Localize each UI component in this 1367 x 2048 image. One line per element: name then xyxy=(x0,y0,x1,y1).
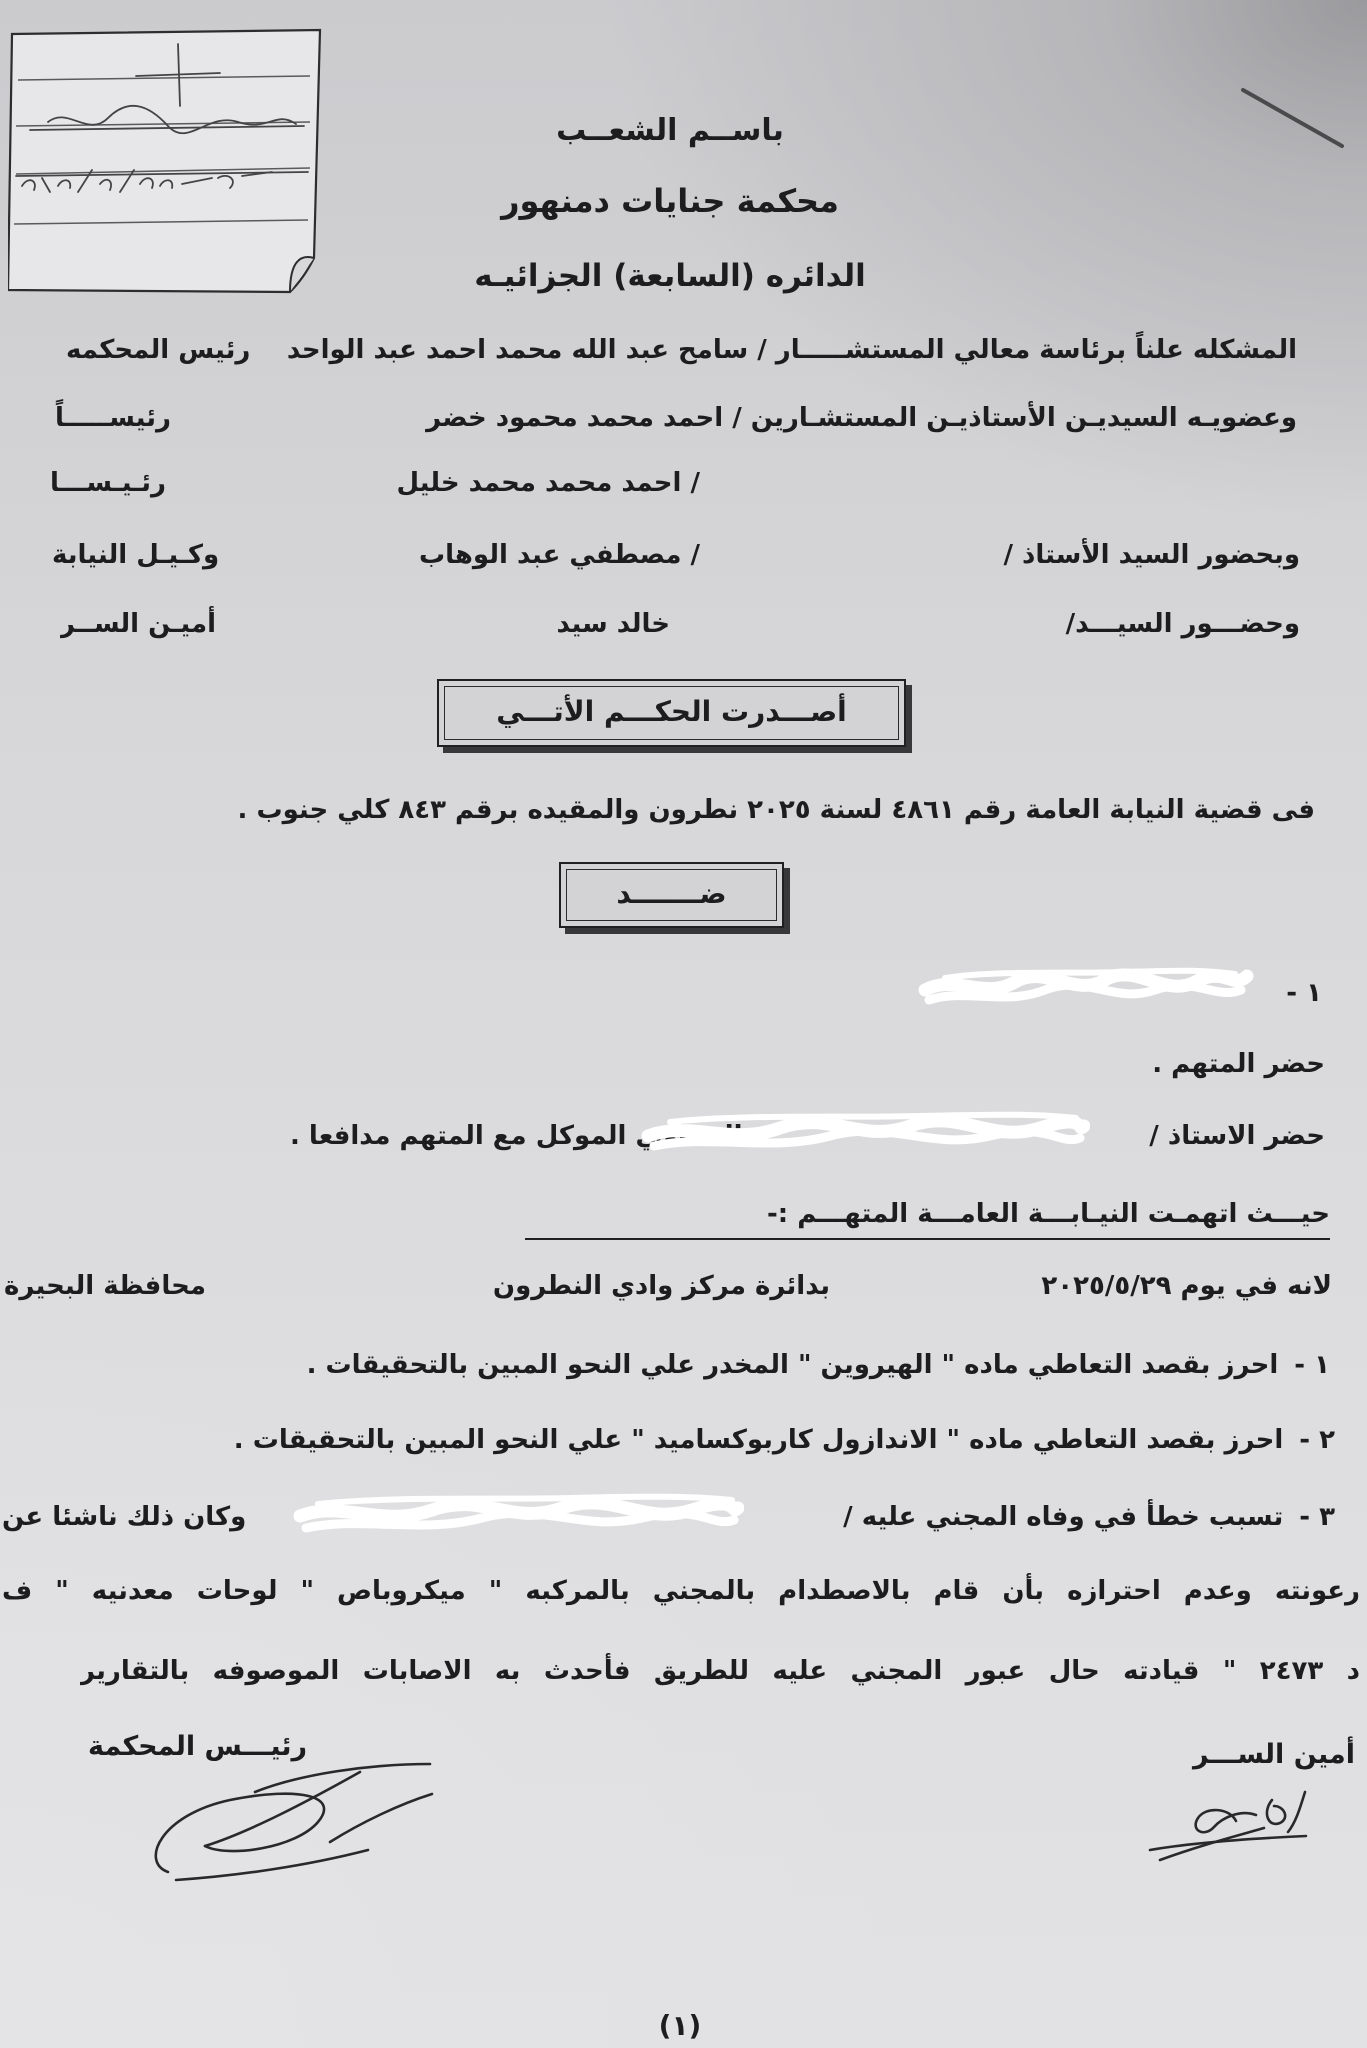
member1-role: رئيســـــاً xyxy=(55,403,171,433)
panel-presiding-line xyxy=(66,330,1297,370)
member2-role: رئـيـســـا xyxy=(50,468,166,498)
charge-item xyxy=(180,1345,1330,1385)
charge-continuation: د ٢٤٧٣ " قيادته حال عبور المجني عليه للطريق فأحدث به الاصابات الموصوفه بالتقارير xyxy=(80,1656,1360,1686)
prosecutor-role: وكـيـل النيابة xyxy=(52,540,220,570)
clerk-name: خالد سيد xyxy=(556,609,670,639)
lawyer-rest: المحامي الموكل مع المتهم مدافعا . xyxy=(290,1121,743,1151)
member2-name: / احمد محمد محمد خليل xyxy=(396,468,700,498)
defendant-attended: حضر المتهم . xyxy=(1152,1049,1325,1079)
against-heading: ضـــــــد xyxy=(566,869,777,921)
prosecutor-label: وبحضور السيد الأستاذ / xyxy=(1003,540,1300,570)
charge-item-number: ٢ - xyxy=(1299,1425,1335,1455)
redaction-defendant-name xyxy=(915,960,1255,1016)
page-number: (١) xyxy=(658,2009,702,2042)
charge-item-text: تسبب خطأ في وفاه المجني عليه / xyxy=(843,1502,1284,1532)
presiding-text: المشكله علناً برئاسة معالي المستشـــــار / سامح عبد الله محمد احمد عبد الواحد xyxy=(286,335,1297,365)
charge-district: بدائرة مركز وادي النطرون xyxy=(492,1271,830,1301)
clerk-role: أميـن الســر xyxy=(60,609,217,639)
header-in-name-of-people: باســم الشعــب xyxy=(556,113,784,148)
president-title: رئيـــس المحكمة xyxy=(88,1731,308,1762)
charge-item xyxy=(735,1497,1335,1537)
charge-item-text-after: وكان ذلك ناشئا عن xyxy=(2,1502,247,1532)
charges-heading: حيـــث اتهمـت النيـابـــة العامـــة المتهـــم :- xyxy=(525,1194,1330,1240)
lawyer-label: حضر الاستاذ / xyxy=(1149,1121,1325,1151)
charge-date: لانه في يوم ٢٠٢٥/٥/٢٩ xyxy=(1041,1271,1332,1301)
pen-mark xyxy=(1243,90,1342,146)
clerk-signature xyxy=(1150,1792,1306,1860)
clerk-title: أمين الســـر xyxy=(1192,1739,1355,1770)
charge-item-text: احرز بقصد التعاطي ماده " الاندازول كاربوكساميد " علي النحو المبين بالتحقيقات . xyxy=(233,1425,1284,1455)
panel-members-line xyxy=(55,398,1297,438)
registration-stamp xyxy=(8,26,338,316)
header-circuit: الدائره (السابعة) الجزائيـه xyxy=(474,258,866,294)
charge-item-number: ١ - xyxy=(1294,1350,1330,1380)
clerk-label: وحضـــور السيـــد/ xyxy=(1065,609,1300,639)
charge-item-text: احرز بقصد التعاطي ماده " الهيروين " المخدر علي النحو المبين بالتحقيقات . xyxy=(306,1350,1279,1380)
president-signature xyxy=(156,1764,432,1880)
charge-governorate: محافظة البحيرة xyxy=(4,1271,206,1301)
charge-item-number: ٣ - xyxy=(1299,1502,1335,1532)
verdict-heading: أصـــدرت الحكـــم الأتـــي xyxy=(444,686,899,740)
presiding-role: رئيس المحكمه xyxy=(66,335,251,365)
against-heading-box xyxy=(559,862,784,928)
redaction-victim-name xyxy=(292,1488,744,1542)
defendant-number: ١ - xyxy=(1286,978,1322,1008)
members-text: وعضويـه السيديـن الأستاذيـن المستشـارين / احمد محمد محمود خضر xyxy=(426,403,1297,433)
case-line: فى قضية النيابة العامة رقم ٤٨٦١ لسنة ٢٠٢٥ نطرون والمقيده برقم ٨٤٣ كلي جنوب . xyxy=(237,795,1315,825)
prosecutor-name: / مصطفي عبد الوهاب xyxy=(419,540,700,570)
header-court-name: محكمة جنايات دمنهور xyxy=(501,182,839,220)
charge-continuation: رعونته وعدم احترازه بأن قام بالاصطدام بالمجني بالمركبه " ميكروباص " لوحات معدنيه " ف xyxy=(2,1576,1360,1606)
verdict-heading-box xyxy=(437,679,906,747)
charge-item xyxy=(85,1420,1335,1460)
